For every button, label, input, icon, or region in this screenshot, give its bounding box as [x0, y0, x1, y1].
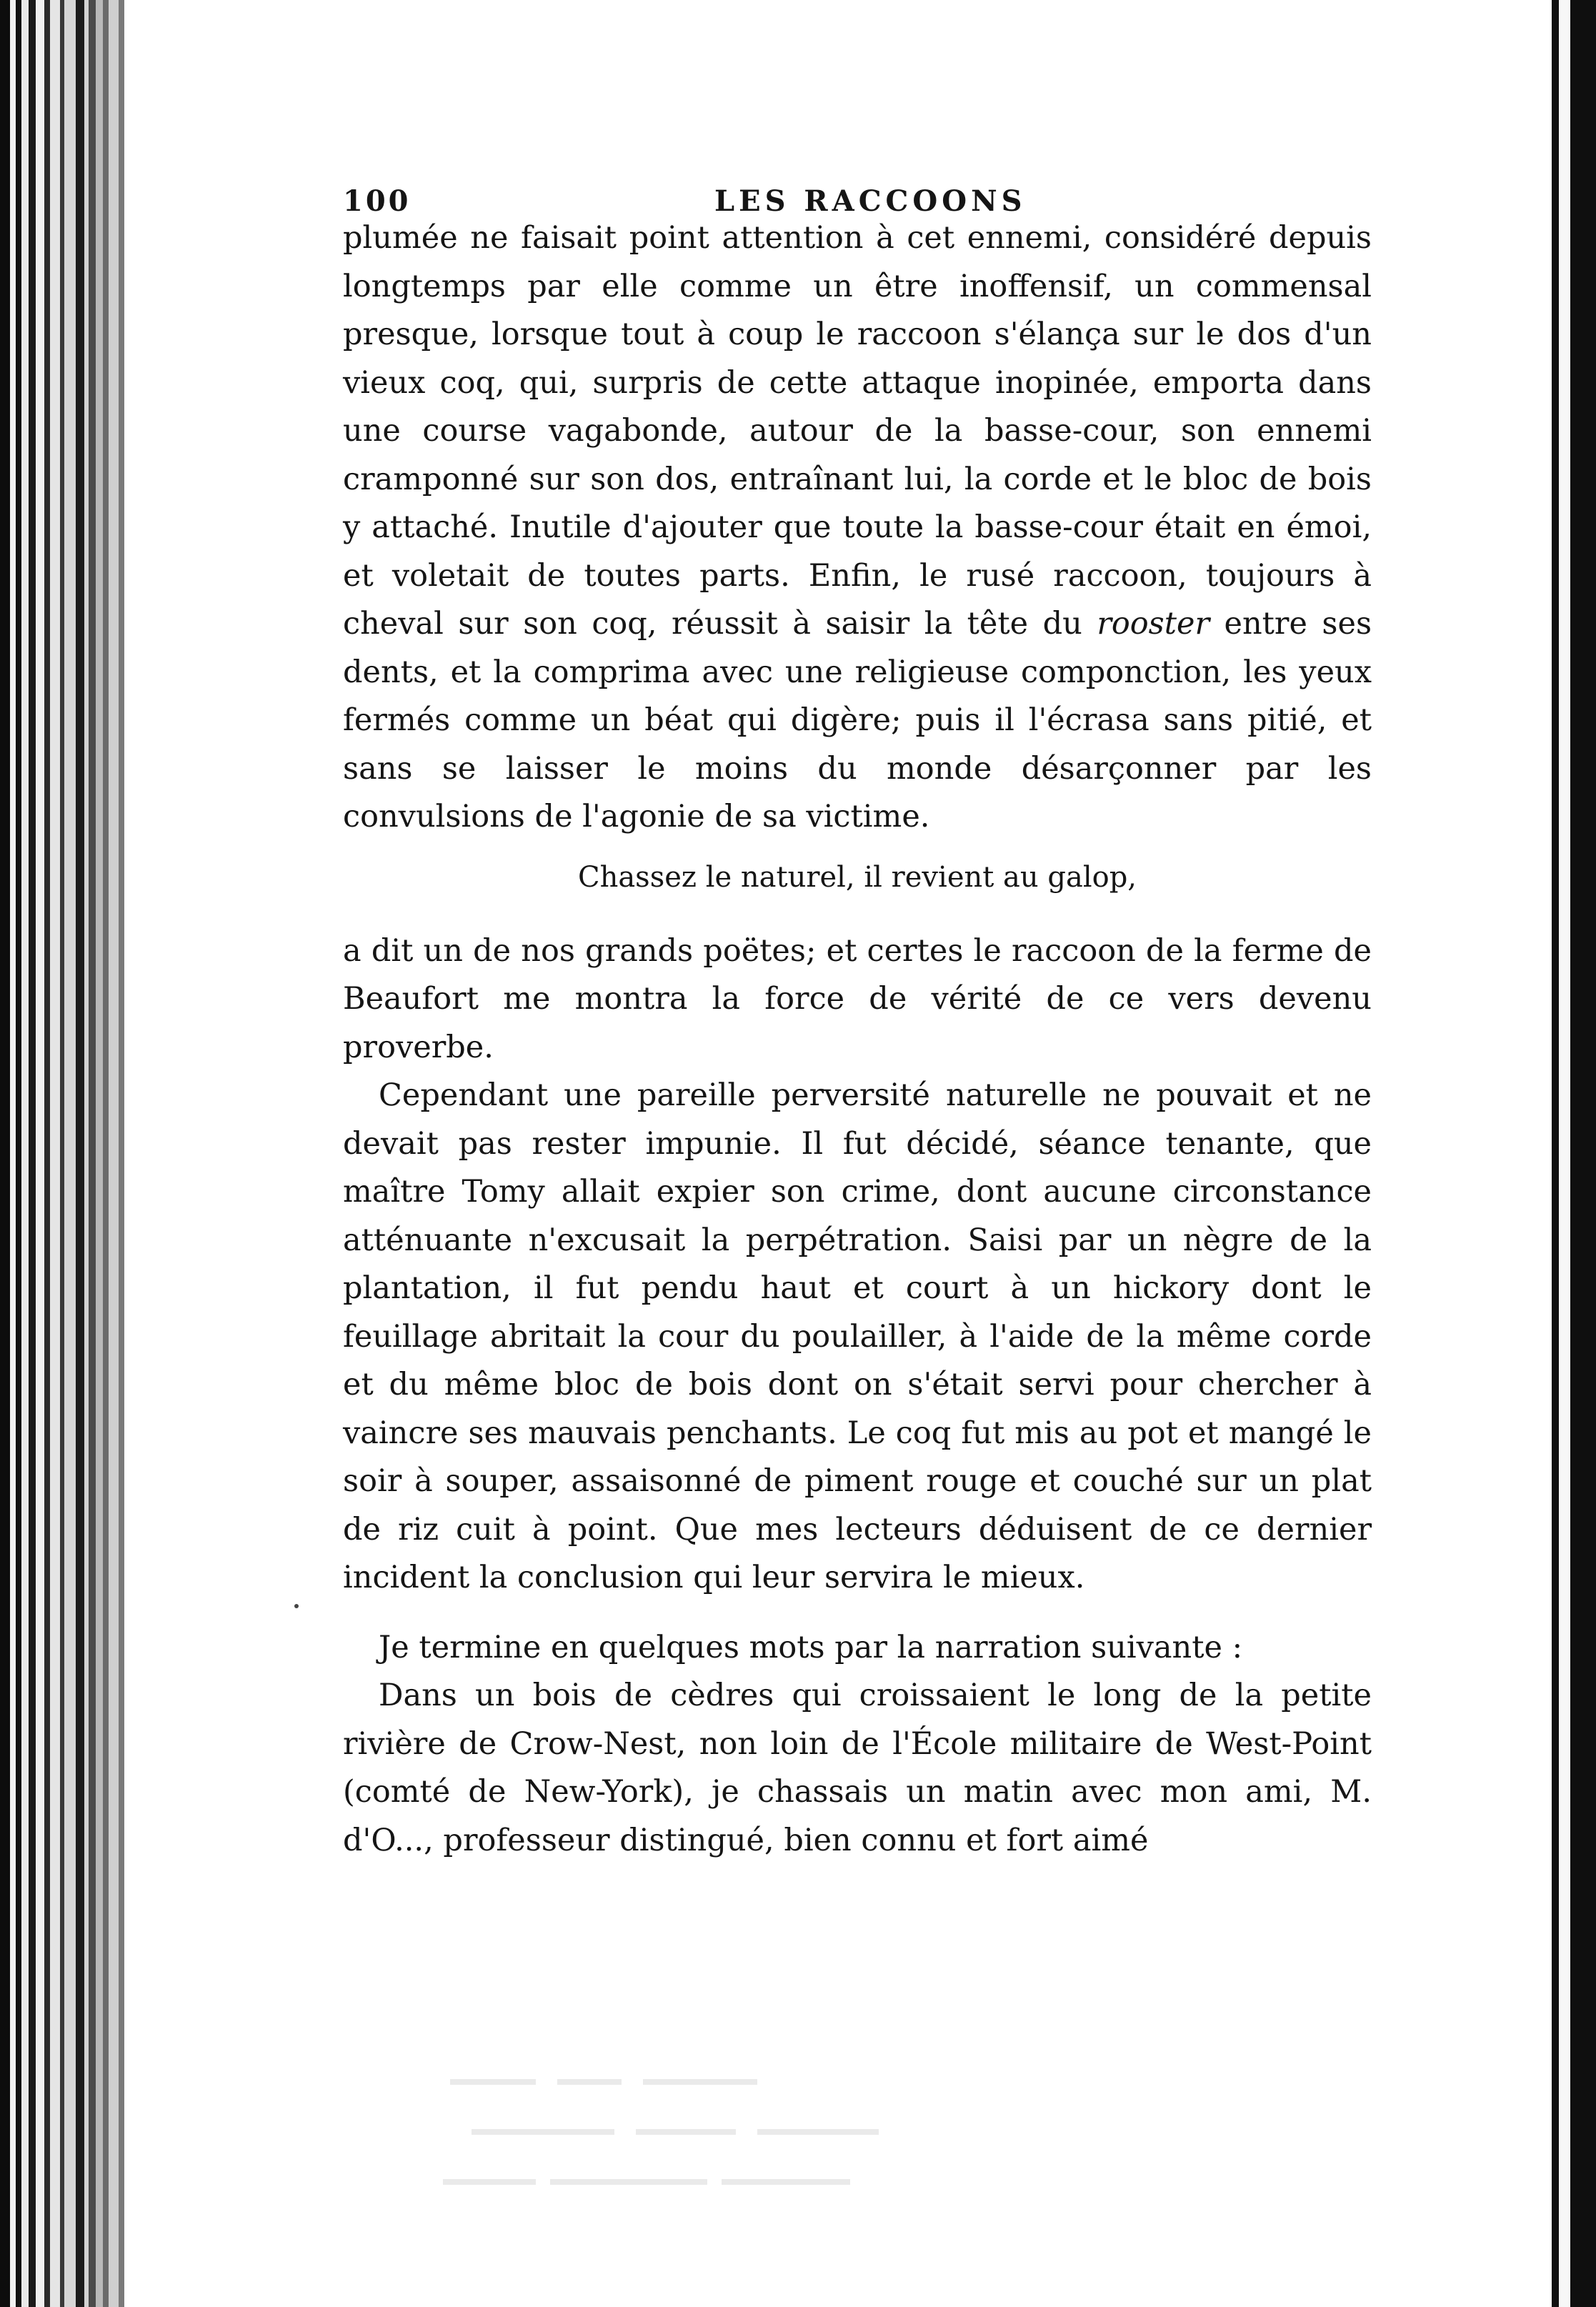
ink-speck: [294, 1604, 299, 1608]
book-binding-edge-left: [0, 0, 136, 2307]
bleed-through-marks: [429, 2065, 1000, 2243]
paragraph-1-text: plumée ne faisait point attention à cet ennemi, considéré depuis longtemps par elle comme un être inoffensif, un commensal presque, lorsque tout à coup le raccoon s'élança sur le dos d'un vieux coq, qui, surpris de cette attaque inopinée, emporta dans une course vagabonde, autour de la basse-cour, son ennemi cramponné sur son dos, entraînant lui, la corde et le bloc de bois y attaché. Inutile d'ajouter que toute la basse-cour était en émoi, et voletait de toutes parts. Enfin, le rusé raccoon, toujours à cheval sur son coq, réussit à saisir la tête du: [343, 220, 1372, 642]
section-gap: [343, 1603, 1372, 1624]
paragraph-1: [343, 214, 1372, 842]
paragraph-1-end: entre ses dents, et la comprima avec une religieuse componction, les yeux fermés comme un béat qui digère; puis il l'écrasa sans pitié, et sans se laisser le moins du monde désarçonner par les convulsions de l'agonie de sa victime.: [343, 606, 1372, 834]
page-number: 100: [343, 184, 412, 218]
paragraph-5: Dans un bois de cèdres qui croissaient le long de la petite rivière de Crow-Nest, non loin de l'École militaire de West-Point (comté de New-York), je chassais un matin avec mon ami, M. d'O..., professeur distingué, bien connu et fort aimé: [343, 1678, 1372, 1858]
verse-quote: Chassez le naturel, il revient au galop,: [577, 860, 1137, 894]
italic-word-rooster: rooster: [1097, 606, 1210, 642]
paragraph-3: Cependant une pareille perversité naturelle ne pouvait et ne devait pas rester impunie. Il fut décidé, séance tenante, que maître Tomy allait expier son crime, dont aucune circonstance atténuante n'excusait la perpétration. Saisi par un nègre de la plantation, il fut pendu haut et court à un hickory dont le feuillage abritait la cour du poulailler, à l'aide de la même corde et du même bloc de bois dont on s'était servi pour chercher à vaincre ses mauvais penchants. Le coq fut mis au pot et mangé le soir à souper, assaisonné de piment rouge et couché sur un plat de riz cuit à point. Que mes lecteurs déduisent de ce dernier incident la conclusion qui leur servira le mieux.: [343, 1077, 1372, 1595]
paragraph-4: Je termine en quelques mots par la narration suivante :: [379, 1629, 1243, 1665]
book-binding-edge-right: [1546, 0, 1596, 2307]
running-title: LES RACCOONS: [714, 184, 1027, 218]
running-head: [343, 150, 1372, 218]
page-body: [343, 214, 1372, 1865]
book-page: [343, 150, 1372, 1865]
paragraph-2: a dit un de nos grands poëtes; et certes le raccoon de la ferme de Beaufort me montra la force de vérité de ce vers devenu proverbe.: [343, 932, 1372, 1065]
